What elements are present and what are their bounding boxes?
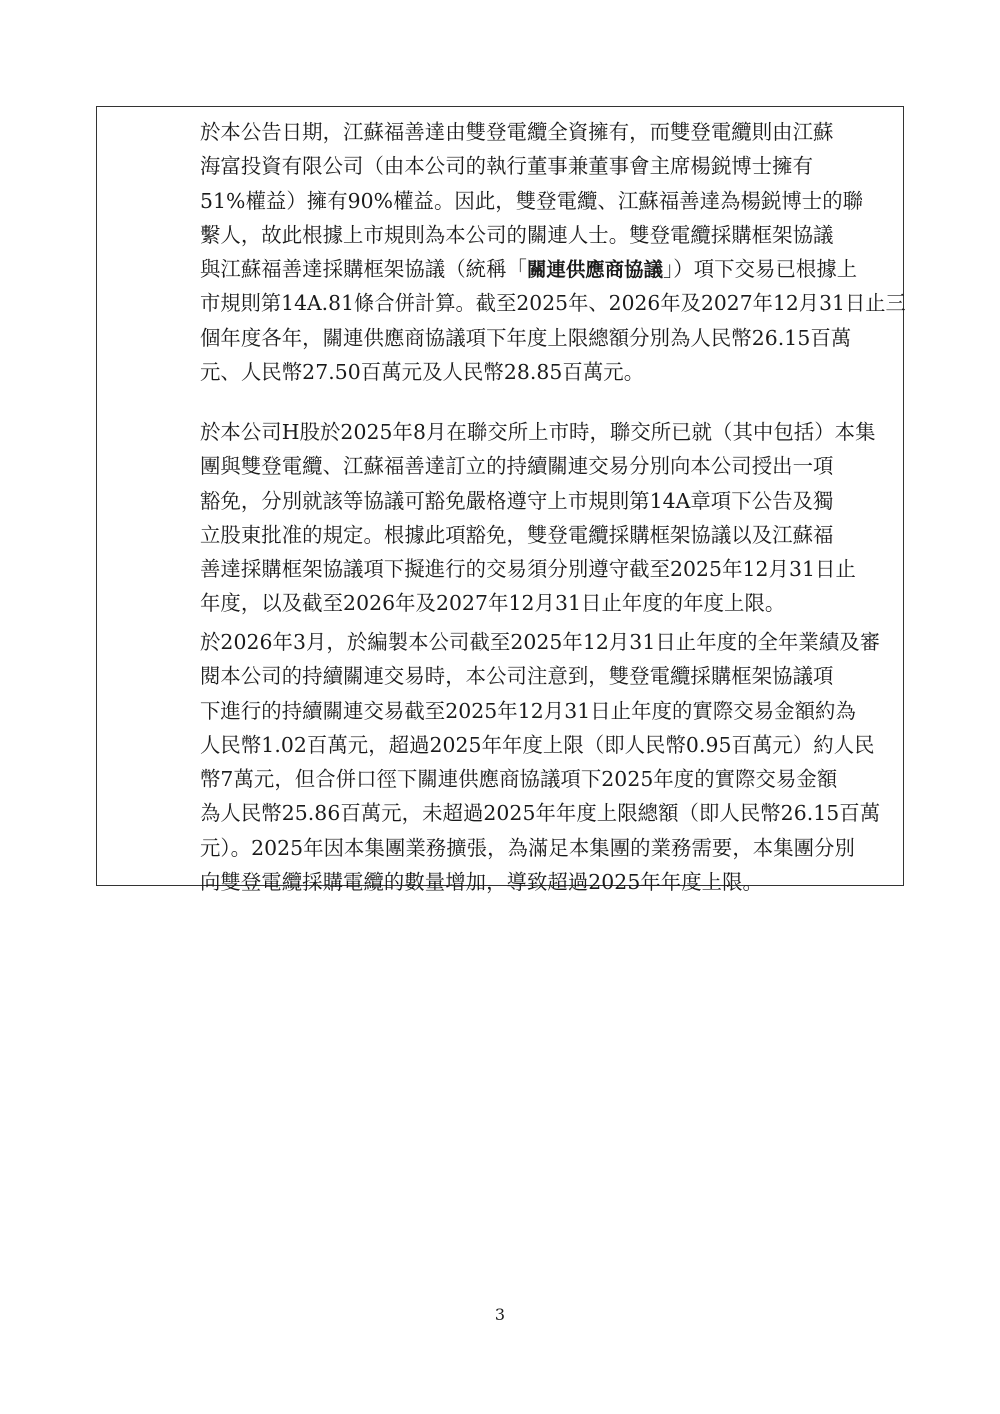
text-line: 元、人民幣27.50百萬元及人民幣28.85百萬元。 xyxy=(200,360,645,385)
defined-term: 關連供應商協議 xyxy=(526,258,664,282)
paragraph-annual-cap-exceeded xyxy=(200,625,910,899)
text-line-with-defined-term xyxy=(200,252,906,286)
text-line: 豁免，分別就該等協議可豁免嚴格遵守上市規則第14A章項下公告及獨 xyxy=(200,488,834,513)
text-line: 人民幣1.02百萬元，超過2025年年度上限（即人民幣0.95百萬元）約人民 xyxy=(200,732,875,757)
text-line: 海富投資有限公司（由本公司的執行董事兼董事會主席楊鋭博士擁有 xyxy=(200,154,814,179)
text-line: 於本公告日期，江蘇福善達由雙登電纜全資擁有，而雙登電纜則由江蘇 xyxy=(200,120,834,144)
text-line: 下進行的持續關連交易截至2025年12月31日止年度的實際交易金額約為 xyxy=(200,698,856,723)
text-line: 向雙登電纜採購電纜的數量增加，導致超過2025年年度上限。 xyxy=(200,870,763,895)
text-line: 幣7萬元，但合併口徑下關連供應商協議項下2025年度的實際交易金額 xyxy=(200,767,838,792)
paragraph-connected-persons xyxy=(200,115,910,389)
text-line: 個年度各年，關連供應商協議項下年度上限總額分別為人民幣26.15百萬 xyxy=(200,325,852,350)
text-line: 於本公司H股於2025年8月在聯交所上市時，聯交所已就（其中包括）本集 xyxy=(200,420,876,444)
text-line: 善達採購框架協議項下擬進行的交易須分別遵守截至2025年12月31日止 xyxy=(200,557,856,582)
text-segment: 」）項下交易已根據上 xyxy=(663,257,858,282)
text-line: 年度，以及截至2026年及2027年12月31日止年度的年度上限。 xyxy=(200,591,786,616)
text-segment: 與江蘇福善達採購框架協議（統稱「 xyxy=(200,257,527,282)
text-line: 元）。2025年因本集團業務擴張，為滿足本集團的業務需要，本集團分別 xyxy=(200,835,855,860)
page-number: 3 xyxy=(494,1305,506,1324)
text-line: 團與雙登電纜、江蘇福善達訂立的持續關連交易分別向本公司授出一項 xyxy=(200,454,834,479)
text-line: 市規則第14A.81條合併計算。截至2025年、2026年及2027年12月31日止三 xyxy=(200,291,906,316)
text-line: 繫人，故此根據上市規則為本公司的關連人士。雙登電纜採購框架協議 xyxy=(200,222,834,247)
text-line: 閱本公司的持續關連交易時，本公司注意到，雙登電纜採購框架協議項 xyxy=(200,664,834,689)
text-line: 51%權益）擁有90%權益。因此，雙登電纜、江蘇福善達為楊鋭博士的聯 xyxy=(200,188,864,213)
text-line: 為人民幣25.86百萬元，未超過2025年年度上限總額（即人民幣26.15百萬 xyxy=(200,801,881,826)
text-line: 於2026年3月，於編製本公司截至2025年12月31日止年度的全年業績及審 xyxy=(200,630,881,654)
text-line: 立股東批准的規定。根據此項豁免，雙登電纜採購框架協議以及江蘇福 xyxy=(200,522,834,547)
paragraph-waiver xyxy=(200,415,910,621)
